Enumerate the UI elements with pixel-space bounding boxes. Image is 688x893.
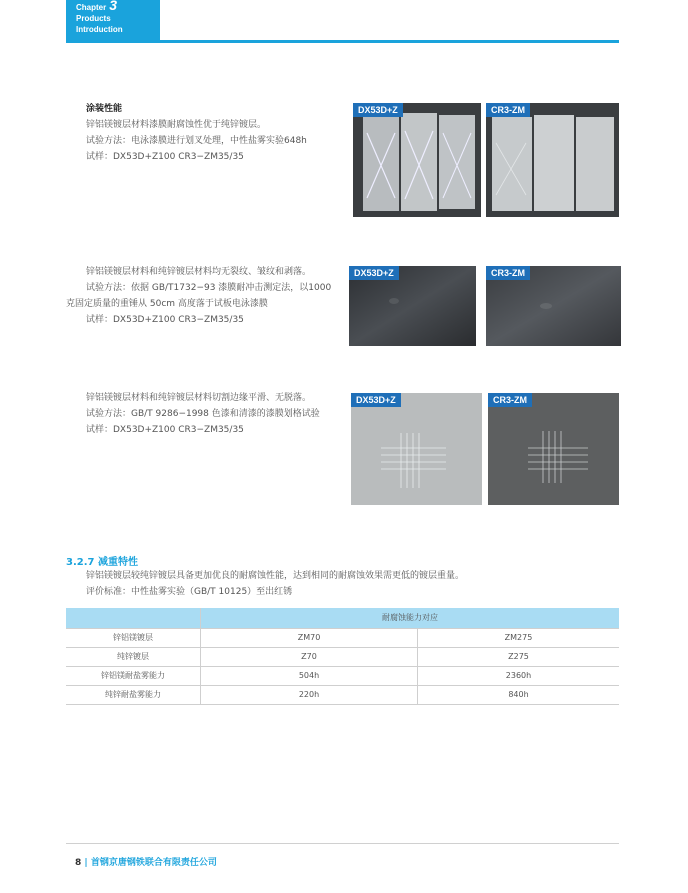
- chapter-tab: [66, 0, 160, 43]
- table-cell: 220h: [201, 685, 418, 704]
- chapter-line-introduction: Introduction: [76, 25, 123, 34]
- footer: [75, 855, 217, 868]
- chapter-number: 3: [109, 0, 118, 13]
- table-row-label: 锌铝镁镀层: [66, 628, 201, 647]
- table-row: [66, 647, 619, 666]
- photo-label-impact-dx53d: DX53D+Z: [349, 266, 399, 280]
- crosscut-line1: 锌铝镁镀层材料和纯锌镀层材料切割边缘平滑、无脱落。: [86, 393, 312, 403]
- coating-dx53d-panels-image: [353, 103, 481, 217]
- impact-text-block: [66, 264, 338, 328]
- photo-label-crosscut-dx53d: DX53D+Z: [351, 393, 401, 407]
- table-cell: ZM70: [201, 628, 418, 647]
- table-row: [66, 666, 619, 685]
- crosscut-line2: 试验方法：GB/T 9286−1998 色漆和清漆的漆膜划格试验: [86, 409, 320, 419]
- crosscut-cr3zm-image: [488, 393, 619, 505]
- coating-line2: 试验方法：电泳漆膜进行划叉处理，中性盐雾实验648h: [86, 136, 307, 146]
- coating-text-block: [66, 101, 338, 165]
- impact-line3: 试样：DX53D+Z100 CR3−ZM35/35: [86, 315, 244, 325]
- table-header-label: 耐腐蚀能力对应: [201, 608, 620, 628]
- impact-line2: 试验方法：依据 GB/T1732−93 漆膜耐冲击测定法，以1000 克固定质量的重锤从 50cm 高度落于试板电泳漆膜: [66, 283, 332, 309]
- photo-impact-dx53d: [349, 266, 476, 346]
- corrosion-table: [66, 608, 619, 705]
- photo-coating-cr3zm: [486, 103, 619, 217]
- photo-label-impact-cr3zm: CR3-ZM: [486, 266, 530, 280]
- table-row-label: 纯锌镀层: [66, 647, 201, 666]
- table-header-empty: [66, 608, 201, 628]
- table-row-label: 纯锌耐盐雾能力: [66, 685, 201, 704]
- company-name: 首钢京唐钢铁联合有限责任公司: [90, 858, 217, 868]
- crosscut-text-block: [66, 390, 338, 438]
- table-row-label: 锌铝镁耐盐雾能力: [66, 666, 201, 685]
- photo-label-crosscut-cr3zm: CR3-ZM: [488, 393, 532, 407]
- footer-separator: |: [84, 858, 88, 868]
- table-cell: Z70: [201, 647, 418, 666]
- chapter-label: Chapter: [76, 3, 107, 12]
- table-cell: 840h: [418, 685, 620, 704]
- table-cell: Z275: [418, 647, 620, 666]
- impact-line1: 锌铝镁镀层材料和纯锌镀层材料均无裂纹、皱纹和剥落。: [86, 267, 312, 277]
- table-header-row: [66, 608, 619, 628]
- photo-coating-dx53d: [353, 103, 481, 217]
- coating-title: 涂装性能: [86, 104, 123, 114]
- coating-cr3zm-panels-image: [486, 103, 619, 217]
- photo-crosscut-cr3zm: [488, 393, 619, 505]
- coating-line1: 锌铝镁镀层材料漆膜耐腐蚀性优于纯锌镀层。: [86, 120, 267, 130]
- coating-line3: 试样：DX53D+Z100 CR3−ZM35/35: [86, 152, 244, 162]
- header-rule: [160, 40, 619, 43]
- weight-text-block: [66, 568, 619, 600]
- photo-label-cr3zm: CR3-ZM: [486, 103, 530, 117]
- footer-rule: [66, 843, 619, 844]
- crosscut-line3: 试样：DX53D+Z100 CR3−ZM35/35: [86, 425, 244, 435]
- photo-crosscut-dx53d: [351, 393, 482, 505]
- weight-line2: 评价标准：中性盐雾实验（GB/T 10125）至出红锈: [86, 587, 293, 597]
- table-cell: 2360h: [418, 666, 620, 685]
- chapter-line-products: Products: [76, 14, 111, 23]
- table-row: [66, 628, 619, 647]
- table-row: [66, 685, 619, 704]
- section-title-weight: 3.2.7 减重特性: [66, 557, 138, 568]
- crosscut-dx53d-image: [351, 393, 482, 505]
- page-number: 8: [75, 858, 82, 868]
- table-cell: ZM275: [418, 628, 620, 647]
- photo-label-dx53d: DX53D+Z: [353, 103, 403, 117]
- weight-line1: 锌铝镁镀层较纯锌镀层具备更加优良的耐腐蚀性能，达到相同的耐腐蚀效果需更低的镀层重量。: [86, 571, 465, 581]
- photo-impact-cr3zm: [486, 266, 621, 346]
- table-cell: 504h: [201, 666, 418, 685]
